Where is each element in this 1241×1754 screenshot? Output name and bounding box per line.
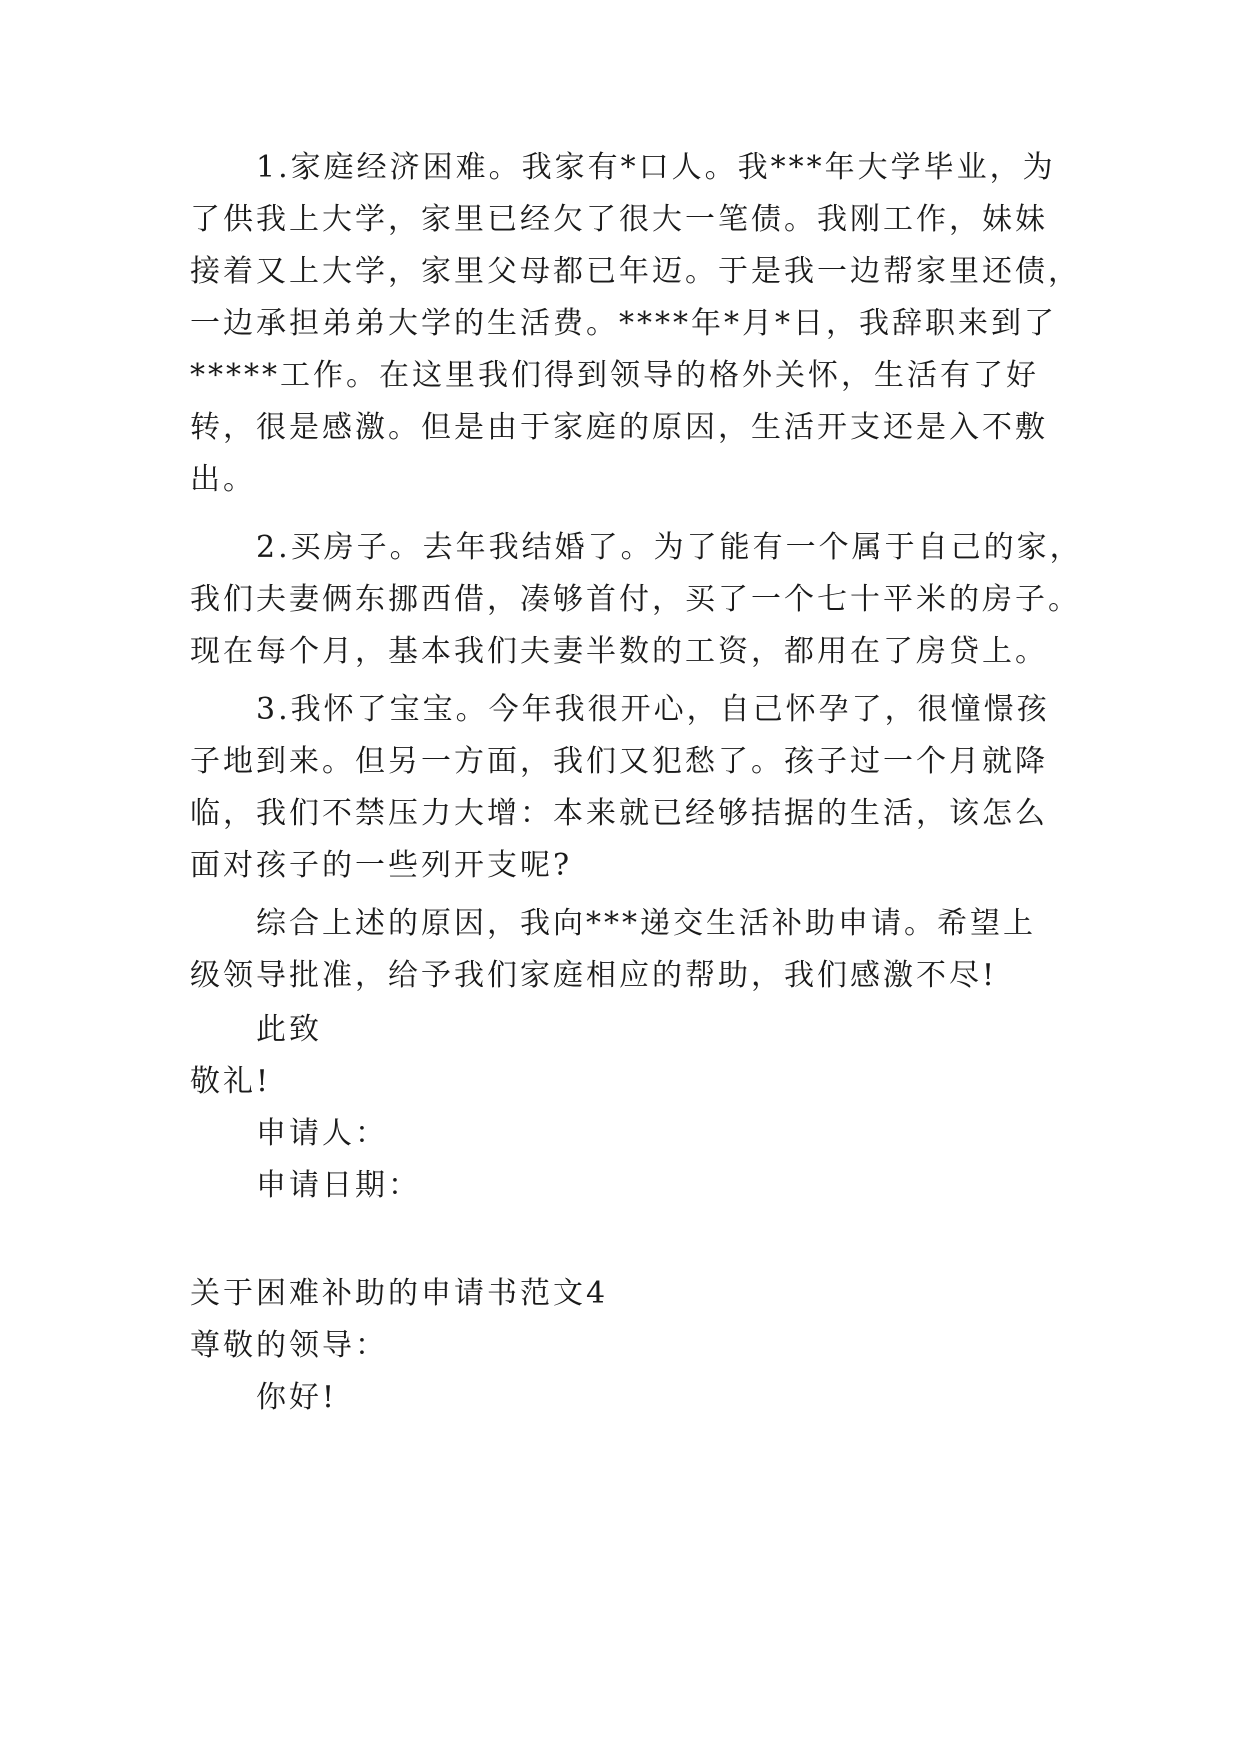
paragraph-3-line-4: 面对孩子的一些列开支呢? [190,848,573,883]
paragraph-1-line-3: 接着又上大学，家里父母都已年迈。于是我一边帮家里还债， [190,254,1081,289]
paragraph-4-line-1: 综合上述的原因，我向***递交生活补助申请。希望上 [256,906,1036,941]
paragraph-1-line-2: 了供我上大学，家里已经欠了很大一笔债。我刚工作，妹妹 [190,202,1048,237]
paragraph-4-line-2: 级领导批准，给予我们家庭相应的帮助，我们感激不尽! [190,958,998,993]
paragraph-2-line-1: 2.买房子。去年我结婚了。为了能有一个属于自己的家， [256,530,1083,565]
paragraph-1-line-5: *****工作。在这里我们得到领导的格外关怀，生活有了好 [190,358,1039,393]
paragraph-1-line-6: 转，很是感激。但是由于家庭的原因，生活开支还是入不敷 [190,410,1048,445]
salutation: 尊敬的领导： [190,1328,388,1363]
greeting: 你好! [256,1380,338,1415]
paragraph-3-line-1: 3.我怀了宝宝。今年我很开心，自己怀孕了，很憧憬孩 [256,692,1050,727]
closing-cizhi: 此致 [256,1012,322,1047]
paragraph-1-line-1: 1.家庭经济困难。我家有*口人。我***年大学毕业，为 [256,150,1056,185]
paragraph-3-line-2: 子地到来。但另一方面，我们又犯愁了。孩子过一个月就降 [190,744,1048,779]
applicant-label: 申请人： [256,1116,388,1151]
section-title: 关于困难补助的申请书范文4 [190,1276,609,1311]
paragraph-3-line-3: 临，我们不禁压力大增：本来就已经够拮据的生活，该怎么 [190,796,1048,831]
application-date-label: 申请日期： [256,1168,421,1203]
paragraph-1-line-4: 一边承担弟弟大学的生活费。****年*月*日，我辞职来到了 [190,306,1057,341]
paragraph-2-line-2: 我们夫妻俩东挪西借，凑够首付，买了一个七十平米的房子。 [190,582,1081,617]
paragraph-1-line-7: 出。 [190,462,256,497]
paragraph-2-line-3: 现在每个月，基本我们夫妻半数的工资，都用在了房贷上。 [190,634,1048,669]
closing-jingli: 敬礼! [190,1064,272,1099]
